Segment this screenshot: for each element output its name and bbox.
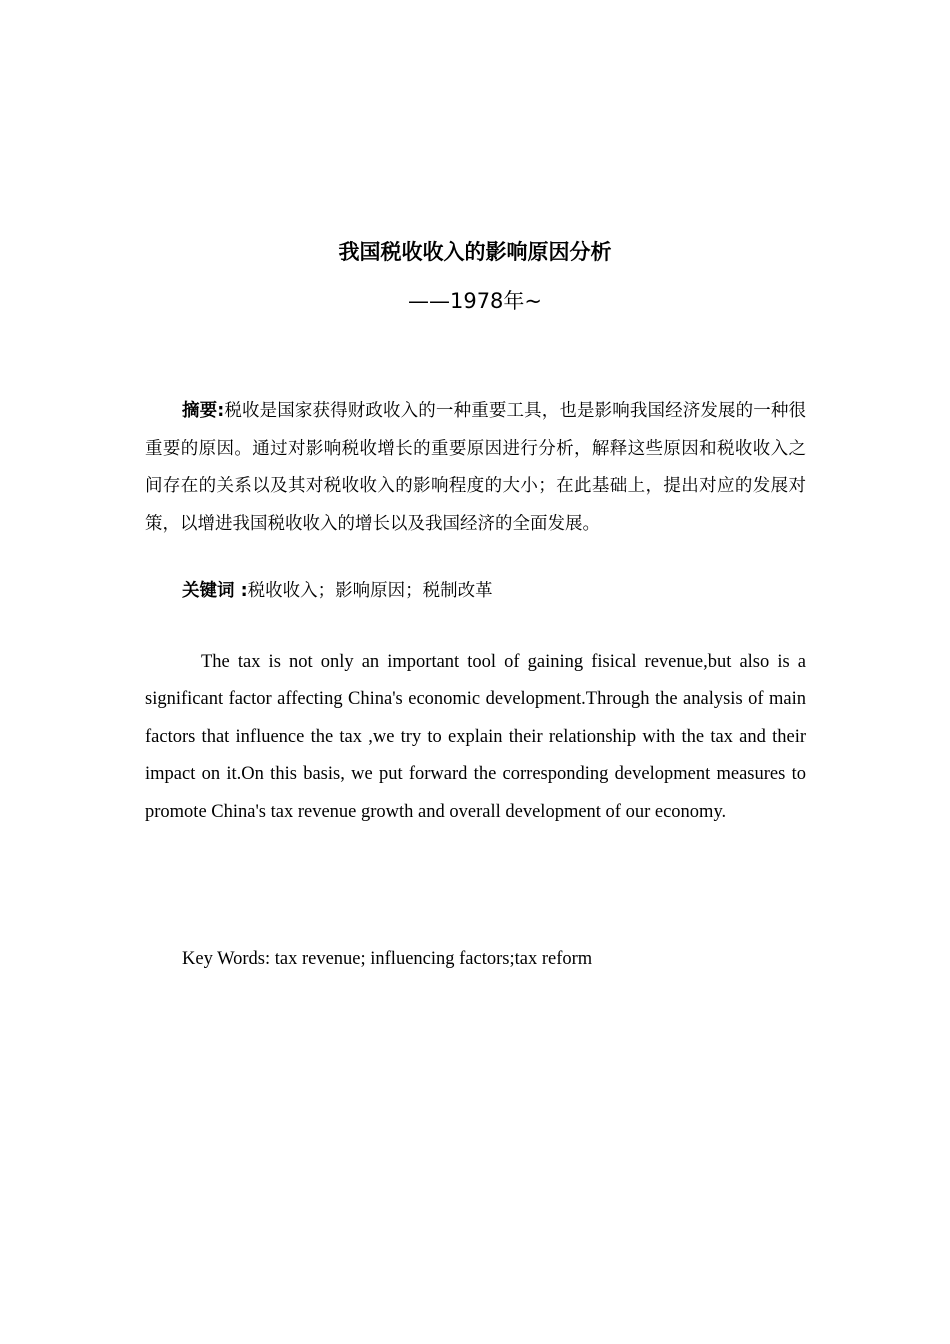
paper-title: 我国税收收入的影响原因分析 bbox=[338, 240, 612, 264]
english-keywords: Key Words: tax revenue; influencing factors;tax reform bbox=[182, 949, 593, 969]
abstract-label: 摘要: bbox=[182, 401, 225, 421]
paper-subtitle: ——1978年~ bbox=[407, 289, 543, 313]
abstract-text: 税收是国家获得财政收入的一种重要工具，也是影响我国经济发展的一种很重要的原因。通过对影响税收增长的重要原因进行分析，解释这些原因和税收收入之间存在的关系以及其对税收收入的影响程度的大小；在此基础上，提出对应的发展对策，以增进我国税收收入的增长以及我国经济的全面发展。 bbox=[145, 401, 807, 534]
keywords-text: 税收收入；影响原因；税制改革 bbox=[247, 581, 493, 601]
english-abstract: The tax is not only an important tool of gaining fisical revenue,but also is a significant factor affecting China's economic development.Through the analysis of main factors that influence the tax ,we try to explain their relationship with the tax and their impact on it.On this basis, we put forward the corresponding development measures to promote China's tax revenue growth and overall development of our economy. bbox=[145, 652, 806, 822]
chinese-abstract bbox=[145, 393, 806, 543]
chinese-keywords bbox=[145, 572, 806, 610]
keywords-label: 关键词 : bbox=[182, 581, 248, 601]
